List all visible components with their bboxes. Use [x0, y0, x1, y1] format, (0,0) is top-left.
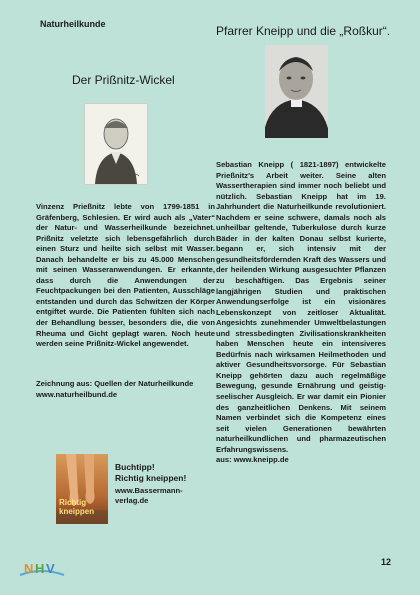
portrait-photo-icon: [265, 45, 328, 138]
svg-text:V: V: [46, 561, 55, 576]
publisher-link[interactable]: www.Bassermann-verlag.de: [115, 486, 183, 505]
book-tip-heading: Buchtipp!: [115, 462, 155, 472]
portrait-sketch-icon: [85, 104, 147, 184]
kneipp-source[interactable]: aus: www.kneipp.de: [216, 455, 289, 465]
credit-line-url[interactable]: www.naturheilbund.de: [36, 389, 118, 399]
prissnitz-portrait: [84, 103, 148, 185]
kneipp-column: [216, 160, 386, 466]
book-title: Richtig kneippen: [59, 498, 95, 516]
drawing-credit: [36, 379, 193, 400]
credit-line-source: Zeichnung aus: Quellen der Naturheilkunde: [36, 379, 194, 388]
book-tip-title: Richtig kneippen!: [115, 473, 187, 483]
book-cover: [56, 454, 108, 524]
svg-text:N: N: [24, 561, 34, 576]
nhv-logo: [18, 555, 66, 583]
section-label: Naturheilkunde: [40, 19, 106, 29]
kneipp-article-title: Pfarrer Kneipp und die „Roßkur“.: [216, 24, 391, 38]
page-number: 12: [381, 557, 392, 567]
kneipp-paragraph: Sebastian Kneipp ( 1821-1897) entwickelte Prießnitz's Arbeit weiter. Seine alten Wassertherapien sind immer noch beliebt und nützlich. Sebastian Kneipp hat im 19. Jahrhundert die Naturheilkunde revolutioniert. Nachdem er seine schwere, damals noch als unheilbar geltende, Tuberkulose durch kurze Bäder in der kalten Donau selbst kurierte, begann er, sich intensiv mit der gesundheitsfördernden Kraft des Wassers und der heilenden Wirkung ausgesuchter Pflanzen zu beschäftigen. Das Ergebnis seiner langjährigen Studien und praktischen Anwendungserfolge ist ein visionäres Lebenskonzept von zeitloser Aktualität. Angesichts zunehmender Umweltbelastungen und stressbedingten Zivilisationskrankheiten haben Menschen heute ein intensiveres Bedürfnis nach wirksamen Heilmethoden und aktiver Gesundheitsvorsorge. Für Sebastian Kneipp gehörten dazu auch regelmäßige Bewegung, gesunde Ernährung und geistig-seelischer Ausgleich. Er war damit ein Pionier des ganzheitlichen Denkens. Mit seinem Namen verbindet sich die Kompetenz eines seit vielen Generationen bewährten naturheilkundlichen und pharmazeutischen Erfahrungswissens.: [216, 160, 386, 454]
prissnitz-article-title: Der Prißnitz-Wickel: [72, 73, 175, 87]
svg-text:H: H: [35, 561, 45, 576]
kneipp-portrait: [265, 45, 328, 138]
nhv-logo-icon: [18, 555, 66, 583]
prissnitz-paragraph: Vinzenz Prießnitz lebte von 1799-1851 in Gräfenberg, Schlesien. Er wird auch als „Vater“ der Natur- und Wasserheilkunde bezeichnet. Prißnitz veletzte sich lebensgefährlich durch einen Sturz und heilte sich selbst mit Wasser. Danach behandelte er bis zu 45.000 Menschen mit seinen Wasseranwendungen. Er erkannte, dass durch die Anwendungen der Feuchtpackungen bei den Patienten, Ausschläge entstanden und durch das Schwitzen der Körper entgiftet wurde. Die Patienten fühlten sich nach der Behandlung besser, besonders die, die von Rheuma und Gicht geplagt waren. Noch heute werden seine Prißnitz-Wickel angewendet.: [36, 202, 215, 349]
